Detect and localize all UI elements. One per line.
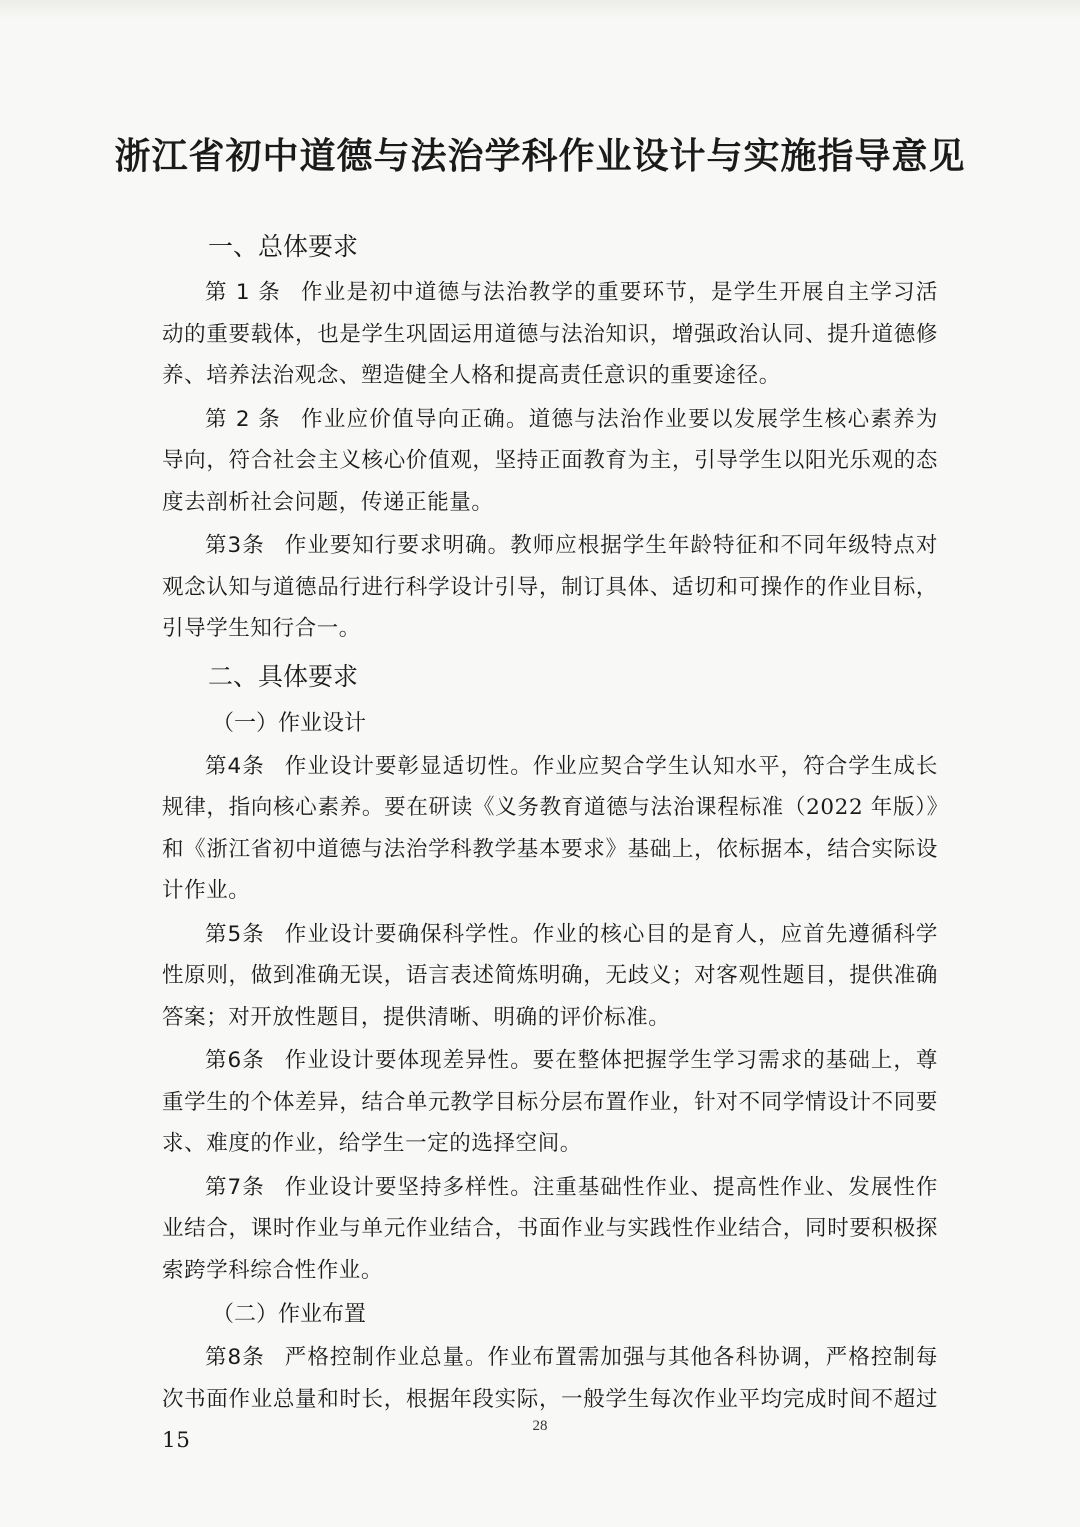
- article-text: 作业设计要体现差异性。要在整体把握学生学习需求的基础上，尊重学生的个体差异，结合单元教学目标分层布置作业，针对不同学情设计不同要求、难度的作业，给学生一定的选择空间。: [162, 1048, 938, 1156]
- section-heading-general: 一、总体要求: [208, 232, 359, 261]
- section-heading-specific: 二、具体要求: [208, 661, 359, 691]
- article-label: 第8条: [205, 1345, 265, 1370]
- page-number: 28: [532, 1418, 548, 1434]
- article-label: 第3条: [205, 533, 265, 558]
- article-label: 第 2 条: [205, 406, 282, 432]
- article-3: [162, 525, 938, 650]
- article-text: 作业要知行要求明确。教师应根据学生年龄特征和不同年级特点对观念认知与道德品行进行科学设计引导，制订具体、适切和可操作的作业目标，引导学生知行合一。: [162, 533, 938, 641]
- article-label: 第4条: [205, 753, 265, 779]
- article-text: 作业应价值导向正确。道德与法治作业要以发展学生核心素养为导向，符合社会主义核心价值观，坚持正面教育为主，引导学生以阳光乐观的态度去剖析社会问题，传递正能量。: [162, 406, 938, 515]
- article-label: 第 1 条: [205, 280, 282, 305]
- article-6: [162, 1040, 938, 1165]
- subsection-heading-assignment: （二）作业布置: [212, 1302, 367, 1327]
- article-text: 作业是初中道德与法治教学的重要环节，是学生开展自主学习活动的重要载体，也是学生巩固运用道德与法治知识，增强政治认同、提升道德修养、培养法治观念、塑造健全人格和提高责任意识的重要途径。: [162, 280, 938, 388]
- article-4: [162, 746, 938, 912]
- article-label: 第7条: [205, 1174, 265, 1200]
- scan-shadow: [0, 0, 1080, 20]
- article-label: 第5条: [205, 921, 265, 947]
- article-1: [162, 272, 938, 397]
- document-title: 浙江省初中道德与法治学科作业设计与实施指导意见: [114, 135, 966, 177]
- article-label: 第6条: [205, 1048, 265, 1073]
- article-2: [162, 399, 938, 524]
- document-body: [162, 222, 938, 1464]
- article-7: [162, 1167, 938, 1292]
- article-text: 作业设计要确保科学性。作业的核心目的是育人，应首先遵循科学性原则，做到准确无误，语言表述简炼明确，无歧义；对客观性题目，提供准确答案；对开放性题目，提供清晰、明确的评价标准。: [162, 921, 938, 1030]
- article-text: 作业设计要坚持多样性。注重基础性作业、提高性作业、发展性作业结合，课时作业与单元作业结合，书面作业与实践性作业结合，同时要积极探索跨学科综合性作业。: [162, 1174, 938, 1283]
- subsection-heading-design: （一）作业设计: [212, 710, 367, 736]
- article-text: 严格控制作业总量。作业布置需加强与其他各科协调，严格控制每次书面作业总量和时长，根据年段实际，一般学生每次作业平均完成时间不超过 15: [162, 1345, 938, 1453]
- article-text: 作业设计要彰显适切性。作业应契合学生认知水平，符合学生成长规律，指向核心素养。要在研读《义务教育道德与法治课程标准（2022 年版）》和《浙江省初中道德与法治学科教学基本要求》基础上，依标据本，结合实际设计作业。: [162, 753, 938, 903]
- article-8: [162, 1337, 938, 1462]
- article-5: [162, 914, 938, 1039]
